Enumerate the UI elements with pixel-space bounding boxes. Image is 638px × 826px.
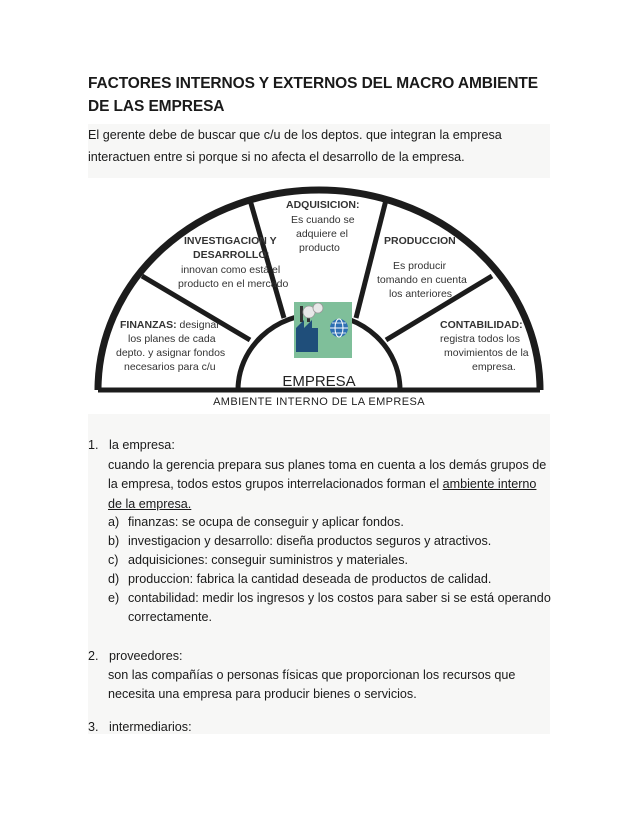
sub-item-d: d) produccion: fabrica la cantidad deseada de productos de calidad.	[108, 572, 492, 586]
sub-item-a: a) finanzas: se ocupa de conseguir y aplicar fondos.	[108, 515, 404, 529]
internal-environment-diagram	[88, 178, 550, 414]
contabilidad-line1: registra todos los	[440, 333, 520, 345]
list-item-empresa-head	[88, 436, 175, 455]
finanzas-line2: los planes de cada	[128, 333, 216, 345]
finanzas-line4: necesarios para c/u	[124, 361, 216, 373]
sub-item-c: c) adquisiciones: conseguir suministros y materiales.	[108, 553, 408, 567]
proveedores-description: son las compañías o personas físicas que proporcionan los recursos que necesita una empresa para producir bienes o servicios.	[108, 668, 516, 702]
sub-item-b: b) investigacion y desarrollo: diseña productos seguros y atractivos.	[108, 534, 492, 548]
list-label: intermediarios:	[109, 720, 192, 734]
contabilidad-line3: empresa.	[472, 361, 516, 373]
adquisicion-line2: adquiere el	[296, 228, 348, 240]
diagram-area	[88, 178, 550, 414]
center-subtitle: AMBIENTE INTERNO DE LA EMPRESA	[213, 396, 425, 408]
empresa-description: cuando la gerencia prepara sus planes toma en cuenta a los demás grupos de la empresa, todos estos grupos interrelacionados forman el ambiente interno de la empresa.	[108, 458, 547, 511]
investigacion-heading-2: DESARROLLO:	[193, 249, 270, 261]
finanzas-line3: depto. y asignar fondos	[116, 347, 226, 359]
list-number: 3.	[88, 720, 99, 734]
investigacion-heading-1: INVESTIGACION Y	[184, 235, 277, 247]
ambiente-interno-link[interactable]: ambiente interno	[442, 477, 537, 492]
contabilidad-heading: CONTABILIDAD:	[440, 319, 523, 331]
factory-globe-icon	[294, 302, 352, 358]
center-title: EMPRESA	[282, 373, 356, 390]
sub-item-e: e) contabilidad: medir los ingresos y los costos para saber si se está operando	[108, 591, 551, 605]
sub-item-e-continuation: correctamente.	[128, 610, 212, 624]
adquisicion-line3: producto	[299, 242, 340, 254]
produccion-heading: PRODUCCION	[384, 235, 456, 247]
produccion-line1: Es producir	[393, 260, 447, 272]
page-title: FACTORES INTERNOS Y EXTERNOS DEL MACRO AMBIENTE DE LAS EMPRESA	[88, 75, 539, 115]
intro-paragraph: El gerente debe de buscar que c/u de los deptos. que integran la empresa interactuen entre si porque si no afecta el desarrollo de la empresa.	[88, 124, 550, 198]
investigacion-line2: producto en el mercado	[178, 278, 289, 290]
ambiente-interno-link-cont[interactable]: de la empresa.	[108, 496, 192, 511]
produccion-line2: tomando en cuenta	[377, 274, 467, 286]
list-label: proveedores:	[109, 649, 183, 663]
adquisicion-line1: Es cuando se	[291, 214, 355, 226]
contabilidad-line2: movimientos de la	[444, 347, 529, 359]
adquisicion-heading: ADQUISICION:	[286, 199, 360, 211]
list-item-intermediarios-head	[88, 718, 192, 737]
list-number: 1.	[88, 438, 99, 452]
list-label: la empresa:	[109, 438, 175, 452]
investigacion-line1: innovan como está el	[181, 264, 281, 276]
produccion-line3: los anteriores	[389, 288, 453, 300]
list-item-proveedores-head	[88, 647, 183, 666]
finanzas-text: FINANZAS: designar	[120, 319, 220, 331]
divider-3	[356, 200, 386, 318]
list-number: 2.	[88, 649, 99, 663]
